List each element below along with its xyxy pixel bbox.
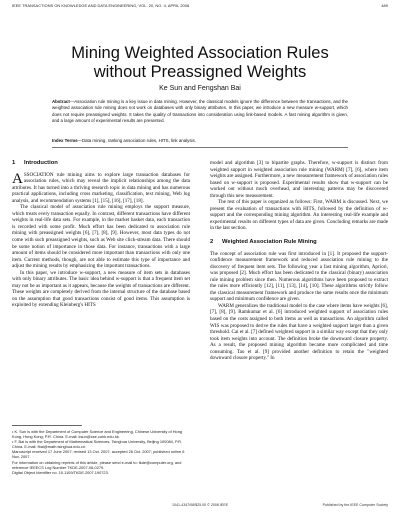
index-terms-text: —Data mining, ranking association rules, HITS, link analysis. [77,138,196,143]
footnote-rule [12,425,82,426]
drop-cap: A [12,170,23,187]
footnotes [12,425,190,475]
section-number: 2 [210,239,214,246]
paragraph: The classical model of association rule mining employs the support measure, which treats every transaction equally. In contrast, different transactions have different weights in real-life data sets. For example, in the market basket data, each transaction is recorded with some profit. Much effort has been dedicated to association rule mining with preassigned weights [6], [7], [8], [9]. However, most data types do not come with such preassigned weights, such as Web site click-stream data. There should be some notion of importance in those data. For instance, transactions with a large amount of items should be considered more important than transactions with only one item. Current methods, though, are not able to estimate this type of importance and adjust the mining results by emphasizing the important transactions. [12,204,190,270]
abstract-text: —Association rule mining is a key issue in data mining. However, the classical models ignore the difference between the transactions, and the weighted association rule mining does not work on databases with only binary attributes. In this paper, we introduce a new measure w-support, which does not require preassigned weights. It takes the quality of transactions into consideration using link-based models. A fast mining algorithm is given, and a large amount of experimental results are presented. [52,99,348,124]
title-line-2: without Preassigned Weights [93,62,307,81]
index-terms-label: Index Terms [52,138,78,143]
left-column [12,160,190,309]
authors: Ke Sun and Fengshan Bai [159,85,241,92]
right-column [210,160,388,362]
paper-title [0,44,400,81]
journal-header: IEEE TRANSACTIONS ON KNOWLEDGE AND DATA ENGINEERING, VOL. 20, NO. 4, APRIL 2008 [12,3,190,8]
running-header [12,3,388,10]
copyright: 1041-4347/08/$25.00 © 2008 IEEE [172,503,228,507]
publisher: Published by the IEEE Computer Society [322,503,388,507]
paragraph: The concept of association rule was first introduced in [1]. It proposed the support-confidence measurement framework and reduced association rule mining to the discovery of frequent item sets. The following year a fast mining algorithm, Apriori, was proposed [2]. Much effort has been dedicated to the classical (binary) association rule mining problem since then. Numerous algorithms have been proposed to extract the rules more efficiently [12], [11], [13], [14], [10]. These algorithms strictly follow the classical measurement framework and produce the same results once the minimum support and minimum confidence are given. [210,250,388,303]
divider [52,147,348,148]
paragraph: In this paper, we introduce w-support, a new measure of item sets in databases with only binary attributes. The basic idea behind w-support is that a frequent item set may not be as important as it appears, because the weights of transactions are different. These weights are completely derived from the internal structure of the database based on the assumption that good transactions consist of good items. This assumption is exploited by extending Kleinberg's HITS [12,269,190,309]
footnote-author-1: • K. Sun is with the Department of Computer Science and Engineering, Chinese University of Hong Kong, Hong Kong, P.R. China. E-mail: ksun@cse.cuhk.edu.hk. [12,429,183,440]
index-terms [52,138,348,144]
title-line-1: Mining Weighted Association Rules [71,44,329,62]
paragraph: model and algorithm [3] to bipartite graphs. Therefore, w-support is distinct from weighted support in weighted association rule mining (WARM) [7], [6], where item weights are assigned. Furthermore, a new measurement framework of association rules based on w-support is proposed. Experimental results show that w-support can be worked out without much overhead, and interesting patterns may be discovered through this new measurement. [210,160,388,199]
paragraph: The rest of this paper is organized as follows: First, WARM is discussed. Next, we present the evaluation of transactions with HITS, followed by the definition of w-support and the corresponding mining algorithm. An interesting real-life example and experimental results on different types of data are given. Concluding remarks are made in the last section. [210,199,388,232]
footnote-author-2: • F. Bai is with the Department of Mathematical Sciences, Tsinghua University, Beijing 100084, P.R. China. E-mail: fbai@math.tsinghua.edu.cn. [12,439,183,450]
abstract-label: Abstract [52,99,70,104]
footnote-reprints: For information on obtaining reprints of this article, please send e-mail to: tkde@computer.org, and reference IEEECS Log Number TKDE-2007-06-0279. [12,459,182,470]
section-heading-introduction [12,160,190,167]
section-heading-warm [210,239,388,246]
section-number: 1 [12,160,16,166]
footnote-doi: Digital Object Identifier no. 10.1109/TKDE.2007.190723. [12,469,109,475]
paragraph [12,172,190,205]
paragraph-text: SSOCIATION rule mining aims to explore large transaction databases for association rules, which may reveal the implicit relationships among the data attributes. It has turned into a thriving research topic in data mining and has numerous practical applications, including cross marketing, classification, text mining, Web log analysis, and recommendation systems [1], [15], [16], [17], [18]. [12,171,190,204]
page-number: 489 [381,3,388,8]
section-title: Introduction [24,160,58,166]
section-title: Weighted Association Rule Mining [222,239,317,246]
paragraph: WARM generalizes the traditional model to the case where items have weights [6], [7], [8], [9]. Ramkumar et al. [6] introduced weighted support of association rules based on the costs assigned to both items as well as transactions. An algorithm called WIS was proposed to derive the rules that have a weighted support larger than a given threshold. Cai et al. [7] defined weighted support in a similar way except that they only took item weights into account. The definition broke the downward closure property. As a result, the proposed mining algorithm became more complicated and time consuming. Tao et al. [9] provided another definition to retain the "weighted downward closure property." In [210,302,388,362]
footnote-manuscript: Manuscript received 17 June 2007; revised 13 Oct. 2007; accepted 26 Oct. 2007; published online 6 Nov. 2007. [12,449,185,460]
abstract [52,99,348,125]
